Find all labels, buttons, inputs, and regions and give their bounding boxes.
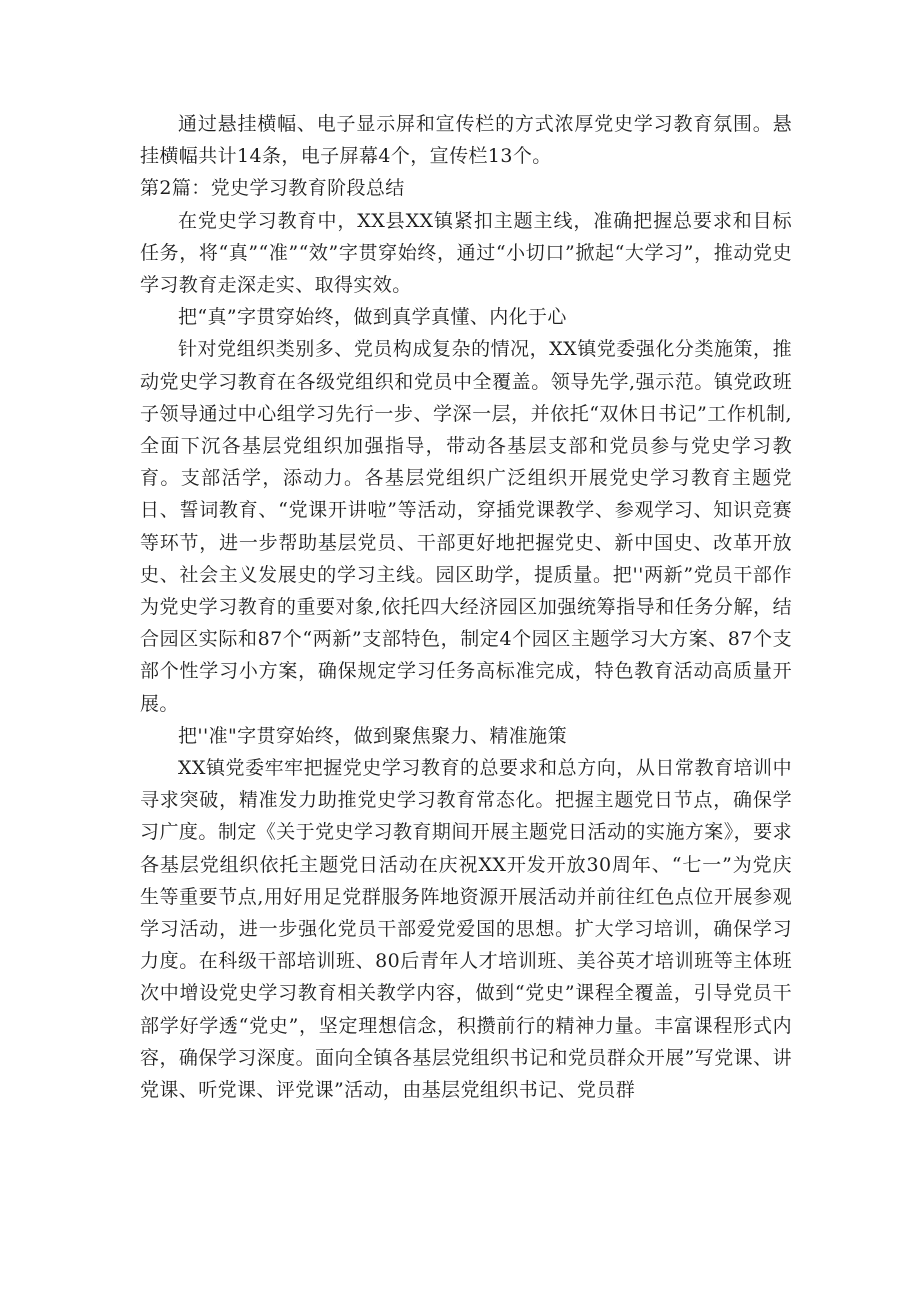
section-heading-part-2: 第2篇：党史学习教育阶段总结 [140, 177, 405, 200]
subheading-zhun: 把''准"字贯穿始终，做到聚焦聚力、精准施策 [178, 724, 567, 747]
paragraph-publicity-intro: 通过悬挂横幅、电子显示屏和宣传栏的方式浓厚党史学习教育氛围。悬挂横幅共计14条，电子屏幕4个，宣传栏13个。 [140, 113, 792, 168]
document-body [140, 108, 792, 1106]
paragraph-summary-intro: 在党史学习教育中，XX县XX镇紧扣主题主线，准确把握总要求和目标任务，将“真”“准”“效”字贯穿始终，通过“小切口”掀起“大学习”，推动党史学习教育走深走实、取得实效。 [140, 209, 792, 297]
paragraph-zhun-body: XX镇党委牢牢把握党史学习教育的总要求和总方向，从日常教育培训中寻求突破，精准发力助推党史学习教育常态化。把握主题党日节点，确保学习广度。制定《关于党史学习教育期间开展主题党日活动的实施方案》，要求各基层党组织依托主题党日活动在庆祝XX开发开放30周年、“七一”为党庆生等重要节点,用好用足党群服务阵地资源开展活动并前往红色点位开展参观学习活动，进一步强化党员干部爱党爱国的思想。扩大学习培训，确保学习力度。在科级干部培训班、80后青年人才培训班、美谷英才培训班等主体班次中增设党史学习教育相关教学内容，做到“党史”课程全覆盖，引导党员干部学好学透“党史”，坚定理想信念，积攒前行的精神力量。丰富课程形式内容，确保学习深度。面向全镇各基层党组织书记和党员群众开展”写党课、讲党课、听党课、评党课”活动，由基层党组织书记、党员群 [140, 757, 792, 1102]
subheading-zhen: 把“真”字贯穿始终，做到真学真懂、内化于心 [178, 306, 567, 329]
paragraph-zhen-body: 针对党组织类别多、党员构成复杂的情况，XX镇党委强化分类施策，推动党史学习教育在各级党组织和党员中全覆盖。领导先学,强示范。镇党政班子领导通过中心组学习先行一步、学深一层，并依托“双休日书记”工作机制,全面下沉各基层党组织加强指导，带动各基层支部和党员参与党史学习教育。支部活学，添动力。各基层党组织广泛组织开展党史学习教育主题党日、誓词教育、“党课开讲啦”等活动，穿插党课教学、参观学习、知识竞赛等环节，进一步帮助基层党员、干部更好地把握党史、新中国史、改革开放史、社会主义发展史的学习主线。园区助学，提质量。把''两新”党员干部作为党史学习教育的重要对象,依托四大经济园区加强统筹指导和任务分解，结合园区实际和87个“两新”支部特色，制定4个园区主题学习大方案、87个支部个性学习小方案，确保规定学习任务高标准完成，特色教育活动高质量开展。 [140, 338, 792, 715]
